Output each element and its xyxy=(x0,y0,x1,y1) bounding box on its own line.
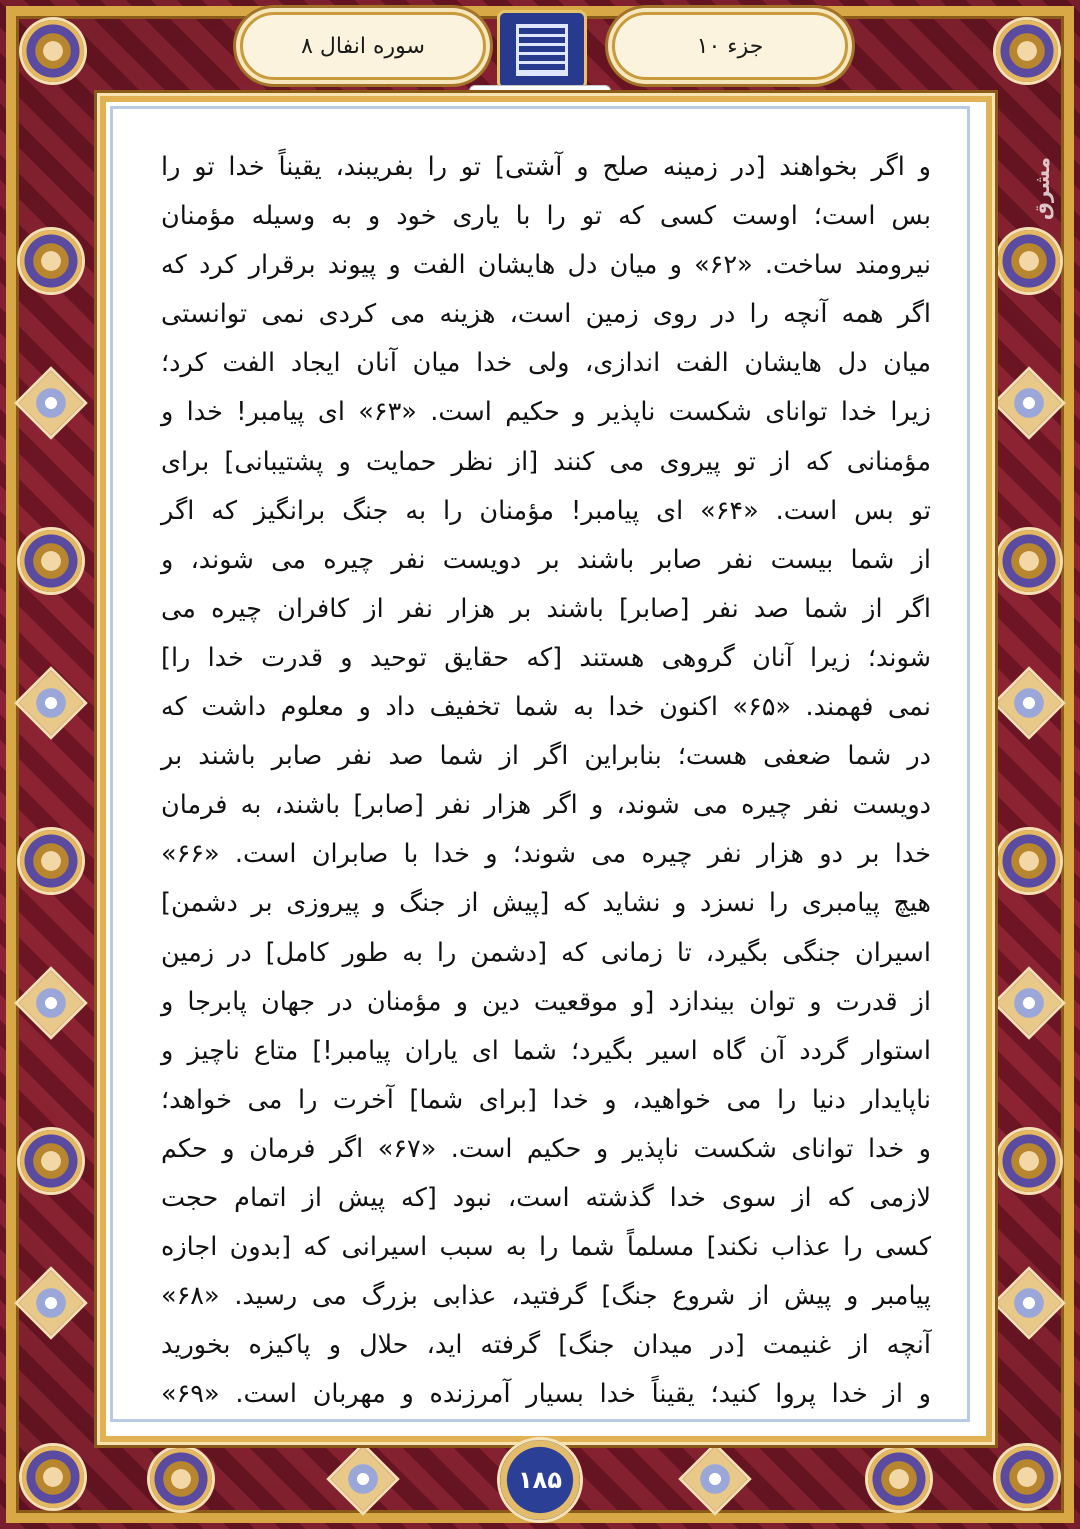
juz-cartouche xyxy=(612,12,848,80)
translation-line: نیرومند ساخت. «۶۲» و میان دل هایشان الفت و پیوند برقرار کرد که xyxy=(161,250,931,281)
translation-text-panel xyxy=(110,106,970,1422)
watermark-logo: مشرق xyxy=(1030,156,1054,220)
corner-medallion-ornament xyxy=(22,1446,84,1508)
bottom-medallion-ornament xyxy=(150,1448,212,1510)
translation-line: و خدا توانای شکست ناپذیر و حکیم است. «۶۷» اگر فرمان و حکم xyxy=(161,1133,931,1164)
translation-line: و اگر بخواهند [در زمینه صلح و آشتی] تو را بفریبند، یقیناً خدا تو را xyxy=(161,152,931,182)
right-medallion-ornament xyxy=(998,1130,1060,1192)
translation-line: در شما ضعفی هست؛ بنابراین اگر از شما صد نفر صابر باشند بر xyxy=(161,741,931,772)
translation-line: شوند؛ زیرا آنان گروهی هستند [که حقایق توحید و قدرت خدا را] xyxy=(161,642,931,673)
translation-text xyxy=(161,143,931,1419)
translation-line: لازمی که از سوی خدا گذشته است، نبود [که پیش از اتمام حجت xyxy=(161,1182,931,1213)
right-medallion-ornament xyxy=(998,230,1060,292)
translation-line: پیامبر و پیش از شروع جنگ] گرفتید، عذابی بزرگ می رسید. «۶۸» xyxy=(161,1281,931,1312)
translation-line: از شما بیست نفر صابر باشند بر دویست نفر چیره می شوند، و xyxy=(161,544,931,575)
translation-line: میان دل هایشان الفت اندازی، ولی خدا میان آنان ایجاد الفت کرد؛ xyxy=(161,348,931,379)
left-medallion-ornament xyxy=(20,230,82,292)
right-medallion-ornament xyxy=(998,830,1060,892)
translation-line: اسیران جنگی بگیرد، تا زمانی که [دشمن را به طور کامل] در زمین xyxy=(161,937,931,968)
translation-line: از قدرت و توان بیندازد [و موقعیت دین و مؤمنان در جهان پابرجا و xyxy=(161,986,931,1017)
translation-line: تو بس است. «۶۴» ای پیامبر! مؤمنان را به جنگ برانگیز که اگر xyxy=(161,495,931,526)
corner-medallion-ornament xyxy=(996,1446,1058,1508)
translation-line: آنچه از غنیمت [در میدان جنگ] گرفته اید، حلال و پاکیزه بخورید xyxy=(161,1330,931,1361)
juz-label: جزء ۱۰ xyxy=(696,33,764,59)
bottom-medallion-ornament xyxy=(868,1448,930,1510)
translation-line: اگر از شما صد نفر [صابر] باشند بر هزار نفر از کافران چیره می xyxy=(161,593,931,624)
translation-line: زیرا خدا توانای شکست ناپذیر و حکیم است. «۶۳» ای پیامبر! خدا و xyxy=(161,397,931,428)
translation-line: نمی فهمند. «۶۵» اکنون خدا به شما تخفیف داد و معلوم داشت که xyxy=(161,692,931,723)
translation-line: ناپایدار دنیا را می خواهید، و خدا [برای شما] آخرت را می خواهد؛ xyxy=(161,1084,931,1115)
translation-line: مؤمنانی که از تو پیروی می کنند [از نظر حمایت و پشتیبانی] برای xyxy=(161,446,931,477)
translation-line: دویست نفر چیره می شوند، و اگر هزار نفر [صابر] باشند، به فرمان xyxy=(161,790,931,821)
quran-logo-icon xyxy=(497,10,587,90)
right-medallion-ornament xyxy=(998,530,1060,592)
translation-line: استوار گردد آن گاه اسیر بگیرد؛ شما ای یاران پیامبر!] متاع ناچیز و xyxy=(161,1035,931,1066)
kufic-calligraphy-icon xyxy=(516,24,568,76)
surah-label: سوره انفال ۸ xyxy=(301,33,425,59)
page-number: ۱۸۵ xyxy=(518,1466,562,1494)
corner-medallion-ornament xyxy=(22,20,84,82)
translation-line: هیچ پیامبری را نسزد و نشاید که [پیش از جنگ و پیروزی بر دشمن] xyxy=(161,888,931,919)
translation-line: اگر همه آنچه را در روی زمین است، هزینه می کردی نمی توانستی xyxy=(161,299,931,330)
left-medallion-ornament xyxy=(20,830,82,892)
translation-line: خدا بر دو هزار نفر چیره می شوند؛ و خدا با صابران است. «۶۶» xyxy=(161,839,931,870)
page-number-medallion xyxy=(500,1440,580,1520)
left-medallion-ornament xyxy=(20,530,82,592)
translation-line: و از خدا پروا کنید؛ یقیناً خدا بسیار آمرزنده و مهربان است. «۶۹» xyxy=(161,1379,931,1410)
left-medallion-ornament xyxy=(20,1130,82,1192)
translation-line: کسی را عذاب نکند] مسلماً شما را به سبب اسیرانی که [بدون اجازه xyxy=(161,1232,931,1263)
surah-cartouche xyxy=(240,12,486,80)
translation-line: بس است؛ اوست کسی که تو را با یاری خود و به وسیله مؤمنان xyxy=(161,201,931,232)
